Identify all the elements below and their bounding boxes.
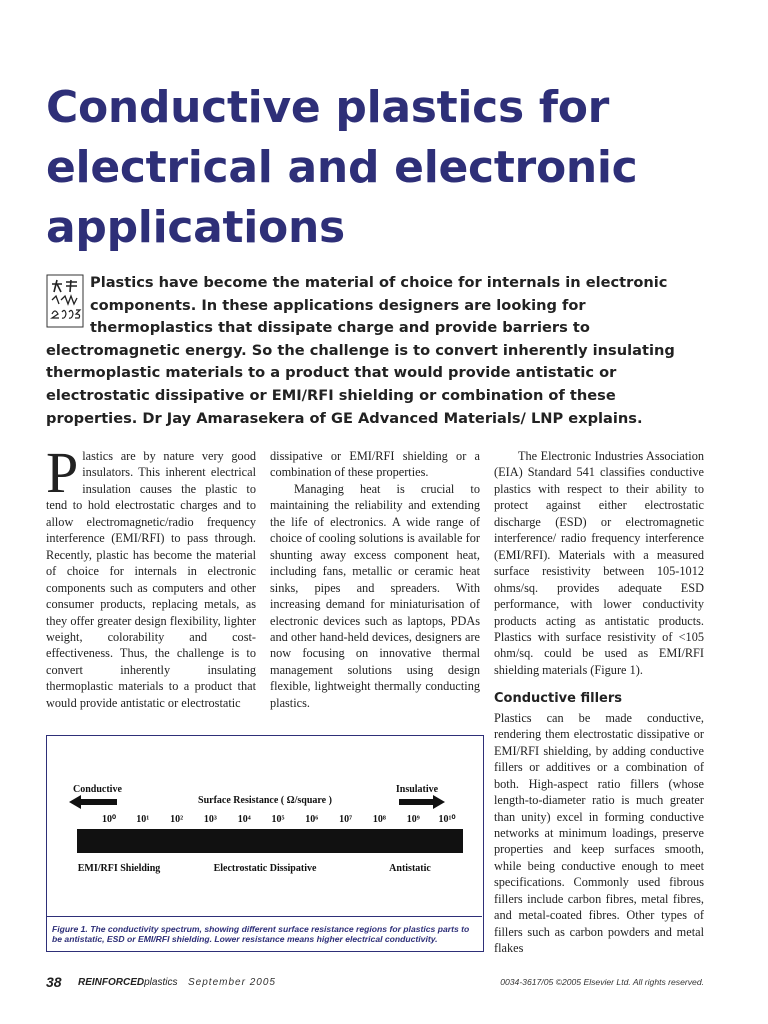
tick-label: 10¹ <box>136 814 150 825</box>
region-label-antistatic: Antistatic <box>389 863 431 874</box>
spectrum-diagram <box>47 736 483 917</box>
paragraph: The Electronic Industries Association (EIA) Standard 541 classifies conductive plastics with respect to their ability to protect against either electrostatic discharge (ESD) or electromagnetic interference/ radio frequency interference (EMI/RFI). Materials with a measured surface resistivity between 105-1012 ohms/sq. provides adequate ESD performance, with lower conductivity products acting as antistatic products. Plastics with surface resistivity of <105 ohm/sq. could be used as EMI/RFI shielding materials (Figure 1). <box>494 449 704 677</box>
right-arrow-icon <box>399 795 445 809</box>
paragraph: Plastics can be made conductive, rendering them electrostatic dissipative or EMI/RFI shielding, by adding conductive fillers or additives or a combination of both. High-aspect ratio fillers (whose length-to-diameter ratio is much greater than unity) excel in forming conductive networks at minimum loadings, preserve properties and keep surfaces smooth, while being conductive enough to meet specifications. Commonly used fibrous fillers include carbon fibres, metal fibres, and metal-coated fibres. Other types of fillers such as carbon powders and metal flakes <box>494 710 704 956</box>
resistance-bar <box>77 829 463 853</box>
publication-name: REINFORCEDplastics <box>78 977 178 988</box>
conductive-label: Conductive <box>73 784 122 795</box>
paragraph: lastics are by nature very good insulators. This inherent electrical insulation causes the plastic to tend to hold electrostatic charges and to allow electromagnetic/radio frequency interference (EMI/RFI) to pass through. Recently, plastic has become the material of choice for internals in electronic components such as computers and other consumer products, replacing metals, as they offer greater design flexibility, lighter weight, colorability and cost-effectiveness. Thus, the challenge is to convert inherently insulating thermoplastic materials to a product that would provide antistatic or electrostatic <box>46 449 256 710</box>
body-column-3 <box>494 448 704 957</box>
tick-label: 10¹⁰ <box>438 814 456 825</box>
page-number: 38 <box>46 974 62 990</box>
region-label-esd: Electrostatic Dissipative <box>213 863 317 874</box>
article-title: Conductive plastics for electrical and electronic applications <box>46 82 638 253</box>
section-heading: Conductive fillers <box>494 691 622 707</box>
tick-label: 10⁴ <box>237 814 251 825</box>
left-arrow-icon <box>69 795 117 809</box>
article-intro: Plastics have become the material of choice for internals in electronic components. In these applications designers are looking for thermoplastics that dissipate charge and provide barriers to electromagnetic energy. So the challenge is to convert inherently insulating thermoplastic materials to a product that would provide antistatic or electrostatic dissipative or EMI/RFI shielding or combination of these properties. Dr Jay Amarasekera of GE Advanced Materials/ LNP explains. <box>46 274 675 427</box>
axis-title: Surface Resistance ( Ω/square ) <box>198 795 332 806</box>
tick-label: 10⁰ <box>101 814 117 825</box>
tick-label: 10³ <box>203 814 217 825</box>
tick-label: 10⁵ <box>271 814 285 825</box>
figure-caption: Figure 1. The conductivity spectrum, showing different surface resistance regions for plastics parts to be antistatic, ESD or EMI/RFI shielding. Lower resistance means higher electrical conductivity. <box>46 916 482 950</box>
body-column-2 <box>270 448 480 711</box>
insulative-label: Insulative <box>395 784 439 795</box>
drop-cap: P <box>46 440 79 505</box>
issue-date: September 2005 <box>188 977 276 988</box>
region-label-emi: EMI/RFI Shielding <box>77 863 161 874</box>
tick-label: 10⁶ <box>305 814 319 825</box>
tick-label: 10² <box>170 814 184 825</box>
paragraph: dissipative or EMI/RFI shielding or a combination of these properties. <box>270 449 480 480</box>
tick-label: 10⁸ <box>372 814 386 825</box>
tick-label: 10⁷ <box>339 814 353 825</box>
tick-label: 10⁹ <box>406 814 420 825</box>
paragraph: Managing heat is crucial to maintaining the reliability and extending the life of electronics. A wide range of choice of cooling solutions is available for shunting away excess component heat, including fans, metallic or ceramic heat sinks, pipes and spreaders. With increasing demand for miniaturisation of electronic devices such as laptops, PDAs and other hand-held devices, designers are now focusing on innovative thermal management solutions using design flexible, lightweight thermally conducting plastics. <box>270 481 480 710</box>
copyright: 0034-3617/05 ©2005 Elsevier Ltd. All rights reserved. <box>500 977 704 987</box>
body-column-1 <box>46 440 256 711</box>
